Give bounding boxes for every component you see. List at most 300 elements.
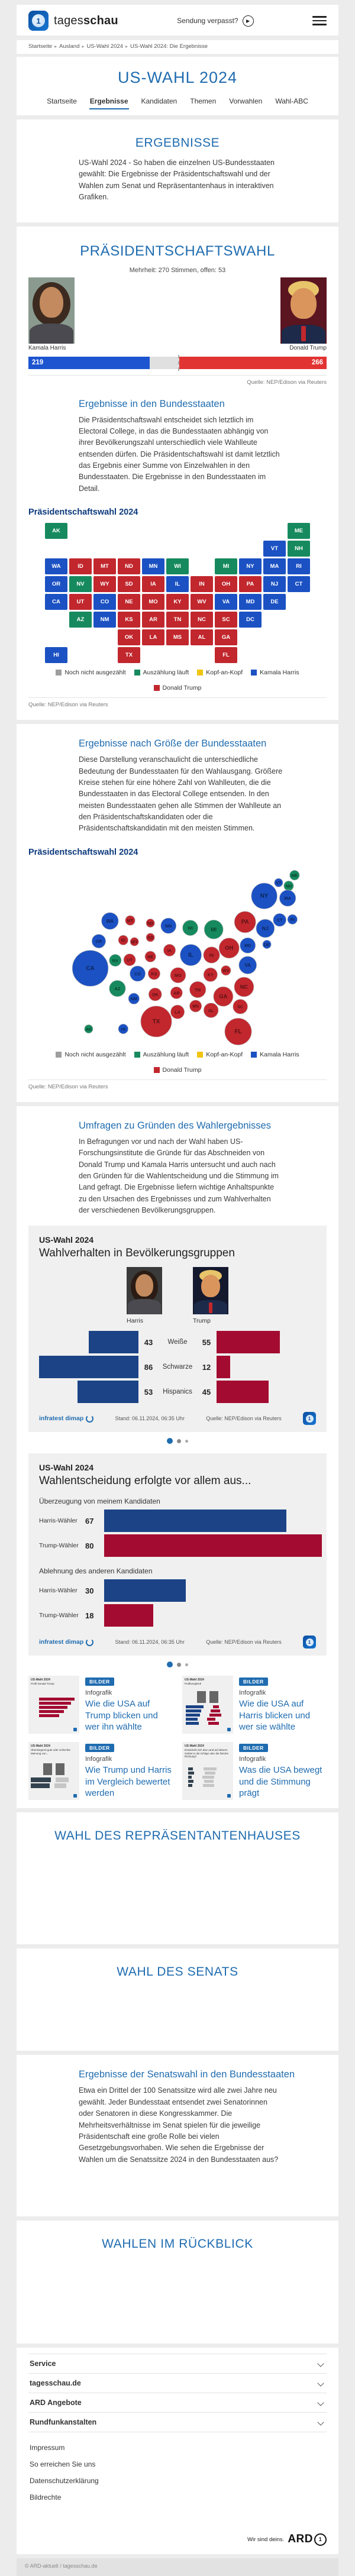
trump-value: 45 [202,1387,211,1397]
chart1-stand: Stand: 06.11.2024, 06:35 Uhr [115,1415,185,1422]
voter-group-label: Trump-Wähler [39,1612,79,1620]
bubble-state-label: VT [276,880,282,885]
bubble-state-label: OK [151,991,159,997]
copyright-bar [17,2558,338,2576]
voter-group-label: Trump-Wähler [39,1542,79,1550]
senate-results-heading: Ergebnisse der Senatswahl in den Bundesstaaten [79,2069,295,2080]
page-title: US-WAHL 2024 [117,69,238,86]
teaser-card[interactable] [28,1676,173,1734]
map-state-MT[interactable]: MT [93,558,116,574]
map-state-IL[interactable]: IL [166,576,189,592]
map-state-MA[interactable]: MA [263,558,286,574]
breadcrumb-separator-icon: ▸ [54,44,57,49]
legend-item [154,684,202,691]
teaser-body [239,1676,327,1734]
map-state-NE[interactable]: NE [118,594,140,610]
legend-label: Kopf-an-Kopf [206,669,243,677]
bubble-state-label: MD [244,942,251,948]
legend-label: Noch nicht ausgezählt [64,1051,126,1058]
section-groesse [17,724,338,1102]
harris-bar [104,1579,186,1602]
carousel-dot[interactable] [177,1663,181,1667]
bubble-legend [28,1051,327,1074]
bubble-state-label: FL [234,1028,242,1035]
harris-name: Kamala Harris [28,344,66,351]
tagesschau-logo[interactable] [28,11,118,31]
teaser-body [239,1742,327,1800]
trump-bar [104,1534,322,1557]
breadcrumb [17,40,338,54]
map-state-SD[interactable]: SD [118,576,140,592]
tab-wahl-abc[interactable]: Wahl-ABC [275,97,308,105]
hub-tabs [28,95,327,115]
teaser-kicker: Infografik [85,1756,112,1763]
bubble-state-label: KY [207,972,214,978]
legend-swatch [197,670,203,675]
teaser-card[interactable] [182,1676,327,1734]
harris-bar-zone [39,1356,138,1378]
chart2-footer [39,1636,316,1649]
thumb-footer [31,1794,77,1798]
bar-track [104,1579,316,1602]
bubble-state-label: NV [112,958,118,964]
bubble-state-label: NJ [262,925,269,932]
trump-photo [280,277,327,344]
rueckblick-title: WAHLEN IM RÜCKBLICK [102,2237,253,2251]
bubble-state-label: VA [244,962,251,968]
bubble-state-label: WY [131,939,138,945]
ard-logo-icon: 1 [303,1412,316,1425]
teaser-title[interactable]: Wie Trump und Harris im Vergleich bewertet werden [85,1765,172,1799]
footer-accordion-rundfunkanstalten[interactable]: Rundfunkanstalten [28,2413,327,2432]
thumb-footer [185,1728,231,1731]
map-state-GA[interactable]: GA [215,629,237,645]
harris-bar [89,1331,138,1353]
footer-link-impressum[interactable]: Impressum [30,2444,65,2452]
map-state-MS[interactable]: MS [166,629,189,645]
chart1-trump-label: Trump [193,1317,211,1325]
tab-kandidaten[interactable]: Kandidaten [141,97,178,105]
map-state-MI[interactable]: MI [215,558,237,574]
bubble-state-label: WV [222,968,230,974]
map-state-RI[interactable]: RI [288,558,310,574]
carousel-dots-1 [28,1438,327,1444]
map-state-MD[interactable]: MD [239,594,262,610]
section-ergebnisse [17,119,338,222]
section-praesidentschaftswahl [17,227,338,720]
legend-swatch [251,1052,257,1058]
map-state-AL[interactable]: AL [191,629,213,645]
bar-track [104,1604,316,1627]
chevron-down-icon [317,2361,324,2367]
breadcrumb-separator-icon: ▸ [82,44,85,49]
legend-item [251,1051,299,1058]
thumb-ard-icon [73,1728,77,1731]
tab-vorwahlen[interactable]: Vorwahlen [229,97,263,105]
voter-group-value: 67 [85,1516,94,1525]
chart2-stand: Stand: 06.11.2024, 06:35 Uhr [115,1639,185,1646]
map-state-WA[interactable]: WA [45,558,67,574]
footer-link-bildrechte[interactable]: Bildrechte [30,2493,62,2502]
harris-bar-zone [39,1381,138,1403]
chart1-rows [39,1330,316,1404]
demographic-row [39,1380,316,1404]
chart1-photos [39,1267,316,1324]
sendung-verpasst-link[interactable] [177,15,253,27]
breadcrumb-item[interactable]: US-Wahl 2024 [86,43,123,50]
umfragen-heading: Umfragen zu Gründen des Wahlergebnisses [79,1120,271,1131]
decision-row [39,1509,316,1533]
map-state-AR[interactable]: AR [142,612,164,628]
map-state-AK[interactable]: AK [45,523,67,539]
teaser-thumbnail [28,1676,79,1734]
map-state-OH[interactable]: OH [215,576,237,592]
trump-electoral-votes: 266 [311,358,323,366]
bubble-state-label: NH [285,883,292,889]
ard-brand-row [28,2533,327,2546]
senate-results-body: Etwa ein Drittel der 100 Senatssitze wird alle zwei Jahre neu gewählt. Jeder Bundesstaat entsendet zwei Senatorinnen oder Senatoren in diese Kongresskammer. Die Mehrheitsverhältnisse im Senat spielen für die jeweilige Präsidentschaft eine große Rolle bei vielen Gesetzgebungsvorhaben. Wie sehen die Ergebnisse der Wahlen um die Senatssitze 2024 in den Bundesstaaten aus? [79,2086,279,2164]
teaser-thumbnail [182,1676,233,1734]
senate-title: WAHL DES SENATS [117,1965,238,1979]
bubble-state-label: DE [264,942,270,948]
legend-item [56,1051,125,1058]
majority-line: Mehrheit: 270 Stimmen, offen: 53 [129,266,226,274]
map-state-WI[interactable]: WI [166,558,189,574]
breadcrumb-item[interactable]: Ausland [59,43,80,50]
bubble-state-label: SC [237,1004,244,1010]
infratest-dimap-logo: infratest dimap [39,1415,93,1423]
thumb-subtitle: Entwickelt sich das Land auf diesem Gebiet in die richtige oder die falsche Richtung? [185,1748,229,1759]
umfragen-body: In Befragungen vor und nach der Wahl haben US-Forschungsinstitute die Gründe für das Abschneiden von Donald Trump und Kamala Harris untersucht und auch nach den Gründen für die Wahlentscheidung und die Stimmung im Land gefragt. Die Ergebnisse liefern wichtige Anhaltspunkte zu den Ursachen des Ergebnisses und zum Wahlverhalten der verschiedenen Bevölkerungsgruppen. [79,1137,279,1214]
electoral-college-bar [28,357,327,369]
harris-bar [104,1510,286,1532]
carousel-dot[interactable] [167,1438,173,1444]
bubble-state-label: TN [195,987,201,993]
carousel-dot[interactable] [185,1440,188,1443]
bubble-state-label: SD [147,935,154,940]
thumb-title: US-Wahl 2024 [31,1678,50,1682]
tab-themen[interactable]: Themen [190,97,217,105]
teaser-title[interactable]: Wie die USA auf Harris blicken und wer sie wählte [239,1699,311,1733]
footer-accordion-ard-angebote[interactable]: ARD Angebote [28,2393,327,2413]
trump-bar [217,1356,230,1378]
bubble-state-label: NM [130,996,137,1001]
map-state-LA[interactable]: LA [142,629,164,645]
chart2-groups [39,1497,316,1627]
brand-wordmark: tagesschau [54,14,118,27]
map-state-KY[interactable]: KY [166,594,189,610]
chevron-down-icon [317,2380,324,2387]
map-state-AZ[interactable]: AZ [69,612,92,628]
chart1-harris-label: Harris [127,1317,143,1325]
footer-accordion-service[interactable]: Service [28,2354,327,2374]
harris-bar [39,1356,138,1378]
map-state-ME[interactable]: ME [288,523,310,539]
map-state-VA[interactable]: VA [215,594,237,610]
harris-value: 53 [144,1387,153,1397]
thumb-subtitle: Überwiegend gute oder schlechte Meinung von... [31,1748,71,1755]
map-state-NM[interactable]: NM [93,612,116,628]
bubble-state-label: OH [225,945,234,951]
footer-link-so-erreichen-sie-uns[interactable]: So erreichen Sie uns [30,2460,96,2469]
map-state-KS[interactable]: KS [118,612,140,628]
trump-thumb-photo [193,1267,228,1314]
bubble-state-label: MS [192,1003,199,1009]
harris-bar-segment [28,357,150,369]
bubble-state-label: UT [127,957,133,963]
trump-bar-segment [179,357,327,369]
infratest-spinner-icon [86,1415,93,1423]
legend-label: Auszählung läuft [143,669,189,677]
bubble-state-label: OR [95,938,102,944]
bubble-state-label: CA [86,965,95,972]
voter-group-label: Harris-Wähler [39,1517,78,1525]
map-state-PA[interactable]: PA [239,576,262,592]
groesse-heading: Ergebnisse nach Größe der Bundesstaaten [79,738,267,749]
legend-swatch [154,685,160,691]
map-state-MN[interactable]: MN [142,558,164,574]
legend-item [197,669,243,676]
bubble-state-label: WA [106,918,114,924]
bilder-badge: BILDER [85,1744,114,1752]
trump-bar [104,1604,153,1627]
map-state-OR[interactable]: OR [45,576,67,592]
carousel-dot[interactable] [185,1663,188,1666]
bubble-chart-label: Präsidentschaftswahl 2024 [28,847,138,857]
teaser-title[interactable]: Was die USA bewegt und die Stimmung prägt [239,1765,322,1799]
bubble-state-label: PA [241,919,249,926]
sendung-verpasst-label: Sendung verpasst? [177,17,238,25]
section-senat [17,1948,338,2051]
bubble-state-label: CT [276,917,283,923]
chart1-footer [39,1412,316,1425]
map-state-TX[interactable]: TX [118,647,140,663]
bubble-state-label: GA [219,993,228,1000]
map-state-DE[interactable]: DE [263,594,286,610]
bubble-state-label: RI [290,916,295,922]
footer-links [28,2439,327,2506]
harris-bar-zone [39,1331,138,1353]
legend-label: Kopf-an-Kopf [206,1051,243,1058]
site-footer [17,2348,338,2554]
bubble-state-label: MT [127,917,134,923]
map-state-SC[interactable]: SC [215,612,237,628]
ergebnisse-intro: US-Wahl 2024 - So haben die einzelnen US-Bundesstaaten gewählt: Die Ergebnisse der Präsidentschaftswahl und der Wahlen zum Senat und Repräsentantenhaus in interaktiven Grafiken. [79,159,275,202]
legend-swatch [56,670,62,675]
breadcrumb-separator-icon: ▸ [125,44,128,49]
trump-bar [217,1381,269,1403]
bar-track [104,1510,316,1532]
bundesstaaten-heading: Ergebnisse in den Bundesstaaten [79,398,225,409]
teaser-card[interactable] [182,1742,327,1800]
play-icon: ▶ [243,15,254,27]
legend-swatch [197,1052,203,1058]
ard-logo-icon: 1 [303,1636,316,1649]
bubble-state-label: WI [188,925,193,931]
legend-item [154,1066,202,1074]
map-state-VT[interactable]: VT [263,541,286,557]
map-state-NV[interactable]: NV [69,576,92,592]
map-state-DC[interactable]: DC [239,612,262,628]
trump-bar-zone [217,1331,316,1353]
bubble-state-label: ID [121,938,125,943]
harris-photo [28,277,75,344]
tab-ergebnisse[interactable]: Ergebnisse [89,95,129,109]
decision-group-label: Ablehnung des anderen Kandidaten [39,1567,153,1576]
trump-bar-zone [217,1381,316,1403]
bubble-state-label: ND [147,920,154,926]
harris-bar [78,1381,138,1403]
chevron-down-icon [317,2400,324,2406]
thumb-mini-chart [185,1760,231,1795]
thumb-ard-icon [227,1728,231,1731]
legend-swatch [56,1052,62,1058]
teaser-thumbnail [28,1742,79,1800]
bubble-state-label: KS [151,971,157,977]
ard-logo[interactable]: ARD 1 [288,2533,327,2546]
map-state-MO[interactable]: MO [142,594,164,610]
carousel-dot[interactable] [177,1439,181,1443]
demographic-row [39,1330,316,1354]
infratest-dimap-logo: infratest dimap [39,1638,93,1646]
map-state-WY[interactable]: WY [93,576,116,592]
ard-one-icon: 1 [314,2533,327,2546]
chart-card-wahlentscheidung [28,1453,327,1656]
thumb-title: US-Wahl 2024 [31,1744,50,1748]
bubble-state-label: NC [240,984,248,990]
bilder-badge: BILDER [239,1744,268,1752]
map-state-NJ[interactable]: NJ [263,576,286,592]
teaser-kicker: Infografik [85,1689,112,1697]
ergebnisse-title: ERGEBNISSE [135,136,220,150]
tab-startseite[interactable]: Startseite [47,97,77,105]
teaser-title[interactable]: Wie die USA auf Trump blicken und wer ihn wählte [85,1699,158,1733]
category-label: Hispanics [163,1388,192,1396]
carousel-dots-2 [28,1662,327,1667]
page [0,5,355,2576]
breadcrumb-item[interactable]: Startseite [28,43,53,50]
bubble-state-label: AZ [114,985,121,991]
chart1-source: Quelle: NEP/Edison via Reuters [206,1415,282,1422]
thumb-mini-chart [31,1756,77,1794]
harris-thumb-photo [127,1267,162,1314]
bubble-state-label: IL [188,952,193,959]
thumb-subtitle: Profil Donald Trump [31,1682,54,1685]
map-state-IN[interactable]: IN [191,576,213,592]
map-state-TN[interactable]: TN [166,612,189,628]
legend-item [251,669,299,676]
thumb-footer [185,1794,231,1798]
chevron-down-icon [317,2419,324,2426]
map-state-WV[interactable]: WV [191,594,213,610]
map-state-IA[interactable]: IA [142,576,164,592]
praesidentschaftswahl-title: PRÄSIDENTSCHAFTSWAHL [80,243,275,259]
section-senatswahl-ergebnisse [17,2055,338,2216]
candidate-row [28,277,327,353]
footer-accordion [28,2354,327,2432]
map-state-OK[interactable]: OK [118,629,140,645]
ard-slogan: Wir sind deins. [247,2536,285,2543]
legend-label: Donald Trump [162,1066,202,1074]
legend-label: Kamala Harris [260,669,299,677]
thumb-footer [31,1728,77,1731]
trump-value: 12 [202,1362,211,1372]
legend-swatch [251,670,257,675]
bilder-badge: BILDER [239,1678,268,1686]
bubble-state-label: IN [209,952,214,958]
category-label: Weiße [167,1339,188,1346]
open-bar-segment [150,357,179,369]
site-header [17,5,338,35]
bubble-state-label: MI [211,926,217,933]
map-state-CA[interactable]: CA [45,594,67,610]
map-state-NC[interactable]: NC [191,612,213,628]
map-state-ID[interactable]: ID [69,558,92,574]
chart2-source: Quelle: NEP/Edison via Reuters [206,1639,282,1646]
teaser-card[interactable] [28,1742,173,1800]
thumb-subtitle: Profilvergleich [185,1682,202,1685]
map-state-CO[interactable]: CO [93,594,116,610]
copyright-text: © ARD-aktuell / tagesschau.de [25,2563,98,2569]
chart2-kicker: US-Wahl 2024 [39,1463,94,1473]
legend-swatch [154,1067,160,1073]
thumb-mini-chart [185,1687,231,1728]
map-state-NH[interactable]: NH [288,541,310,557]
bubble-state-label: ME [291,872,298,878]
section-rueckblick [17,2221,338,2344]
map-state-NY[interactable]: NY [239,558,262,574]
trump-name: Donald Trump [289,344,327,351]
chart2-title: Wahlentscheidung erfolgte vor allem aus... [39,1475,251,1488]
teaser-thumbnail [182,1742,233,1800]
map-state-HI[interactable]: HI [45,647,67,663]
bubble-source-note: Quelle: NEP/Edison via Reuters [28,1083,108,1090]
majority-marker [178,355,179,371]
map-state-UT[interactable]: UT [69,594,92,610]
bubble-state-label: AR [173,990,180,996]
infografik-teasers [28,1676,327,1800]
footer-accordion-tagesschau-de[interactable]: tagesschau.de [28,2374,327,2393]
voter-group-label: Harris-Wähler [39,1587,78,1595]
thumb-ard-icon [73,1794,77,1798]
breadcrumb-item[interactable]: US-Wahl 2024: Die Ergebnisse [130,43,208,50]
voter-group-value: 80 [85,1541,94,1550]
map-state-ND[interactable]: ND [118,558,140,574]
map-state-FL[interactable]: FL [215,647,237,663]
decision-row [39,1604,316,1627]
legend-label: Kamala Harris [260,1051,299,1058]
bubble-state-label: HI [121,1026,125,1032]
mini-trump-photo [209,1691,218,1703]
carousel-dot[interactable] [167,1662,173,1667]
legend-item [56,669,125,676]
menu-icon[interactable] [312,16,327,25]
map-state-CT[interactable]: CT [288,576,310,592]
footer-link-datenschutzerkl-rung[interactable]: Datenschutzerklärung [30,2477,99,2485]
legend-label: Auszählung läuft [143,1051,189,1058]
map-source-note: Quelle: NEP/Edison via Reuters [28,702,108,709]
section-umfragen [17,1106,338,1809]
harris-electoral-votes: 219 [32,358,44,366]
thumb-ard-icon [227,1794,231,1798]
decision-row [39,1579,316,1602]
section-repraesentantenhaus [17,1812,338,1944]
bubble-state-label: TX [152,1018,160,1025]
bubble-state-label: AK [85,1026,92,1032]
bubble-state-label: IA [167,948,172,954]
harris-value: 86 [144,1362,153,1372]
us-states-map [45,523,310,663]
